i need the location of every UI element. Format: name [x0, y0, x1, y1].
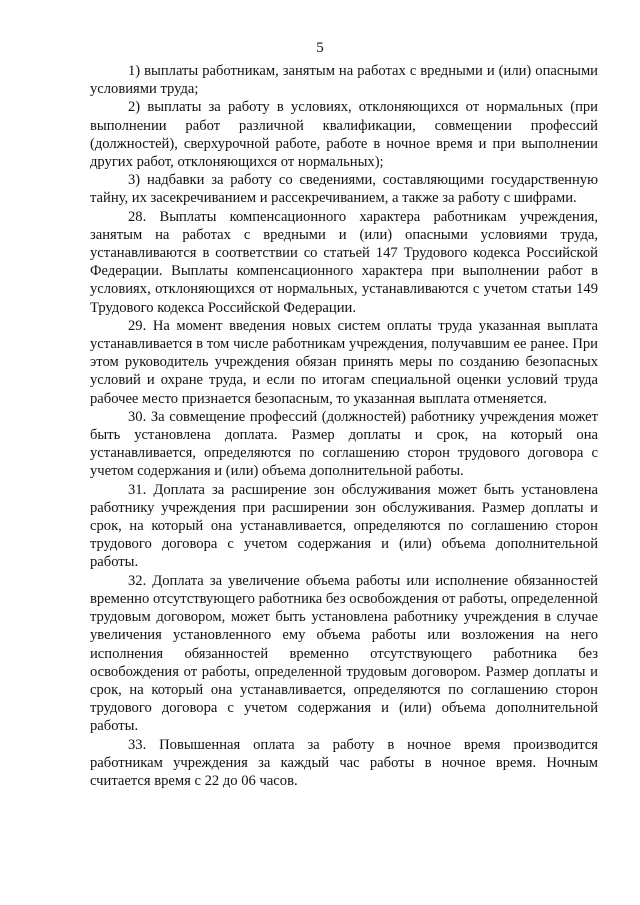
paragraph-28: 28. Выплаты компенсационного характера работникам учреждения, занятым на работах с вредными и (или) опасными условиями труда, устанавливаются в соответствии со статьей 147 Трудового кодекса Российской Федерации. Выплаты компенсационного характера при выполнении работ в условиях, отклоняющихся от нормальных, устанавливаются с учетом статьи 149 Трудового кодекса Российской Федерации.: [90, 208, 598, 316]
paragraph-item-2: 2) выплаты за работу в условиях, отклоняющихся от нормальных (при выполнении работ различной квалификации, совмещении профессий (должностей), сверхурочной работе, работе в ночное время и при выполнении других работ, отклоняющихся от нормальных);: [90, 99, 598, 171]
document-body: [90, 62, 598, 790]
paragraph-item-1: 1) выплаты работникам, занятым на работах с вредными и (или) опасными условиями труда;: [90, 63, 598, 98]
paragraph-32: 32. Доплата за увеличение объема работы или исполнение обязанностей временно отсутствующего работника без освобождения от работы, определенной трудовым договором, может быть установлена работнику учреждения в случае увеличения установленного ему объема работы или возложения на него исполнения обязанностей временно отсутствующего работника без освобождения от работы, определенной трудовым договором. Размер доплаты и срок, на который она устанавливается, определяются по соглашению сторон трудового договора с учетом содержания и (или) объема дополнительной работы.: [90, 572, 598, 735]
page-number: 5: [316, 40, 324, 56]
paragraph-30: 30. За совмещение профессий (должностей) работнику учреждения может быть установлена доплата. Размер доплаты и срок, на который она устанавливается, определяются по соглашению сторон трудового договора с учетом содержания и (или) объема дополнительной работы.: [90, 408, 598, 480]
paragraph-33: 33. Повышенная оплата за работу в ночное время производится работникам учреждения за каждый час работы в ночное время. Ночным считается время с 22 до 06 часов.: [90, 736, 598, 789]
paragraph-29: 29. На момент введения новых систем оплаты труда указанная выплата устанавливается в том числе работникам учреждения, получавшим ее ранее. При этом руководитель учреждения обязан принять меры по созданию безопасных условий и охране труда, и если по итогам специальной оценки условий труда рабочее место признается безопасным, то указанная выплата отменяется.: [90, 317, 598, 407]
paragraph-item-3: 3) надбавки за работу со сведениями, составляющими государственную тайну, их засекречиванием и рассекречиванием, а также за работу с шифрами.: [90, 172, 598, 207]
paragraph-31: 31. Доплата за расширение зон обслуживания может быть установлена работнику учреждения при расширении зон обслуживания. Размер доплаты и срок, на который она устанавливается, определяются по соглашению сторон трудового договора с учетом содержания и (или) объема дополнительной работы.: [90, 481, 598, 571]
